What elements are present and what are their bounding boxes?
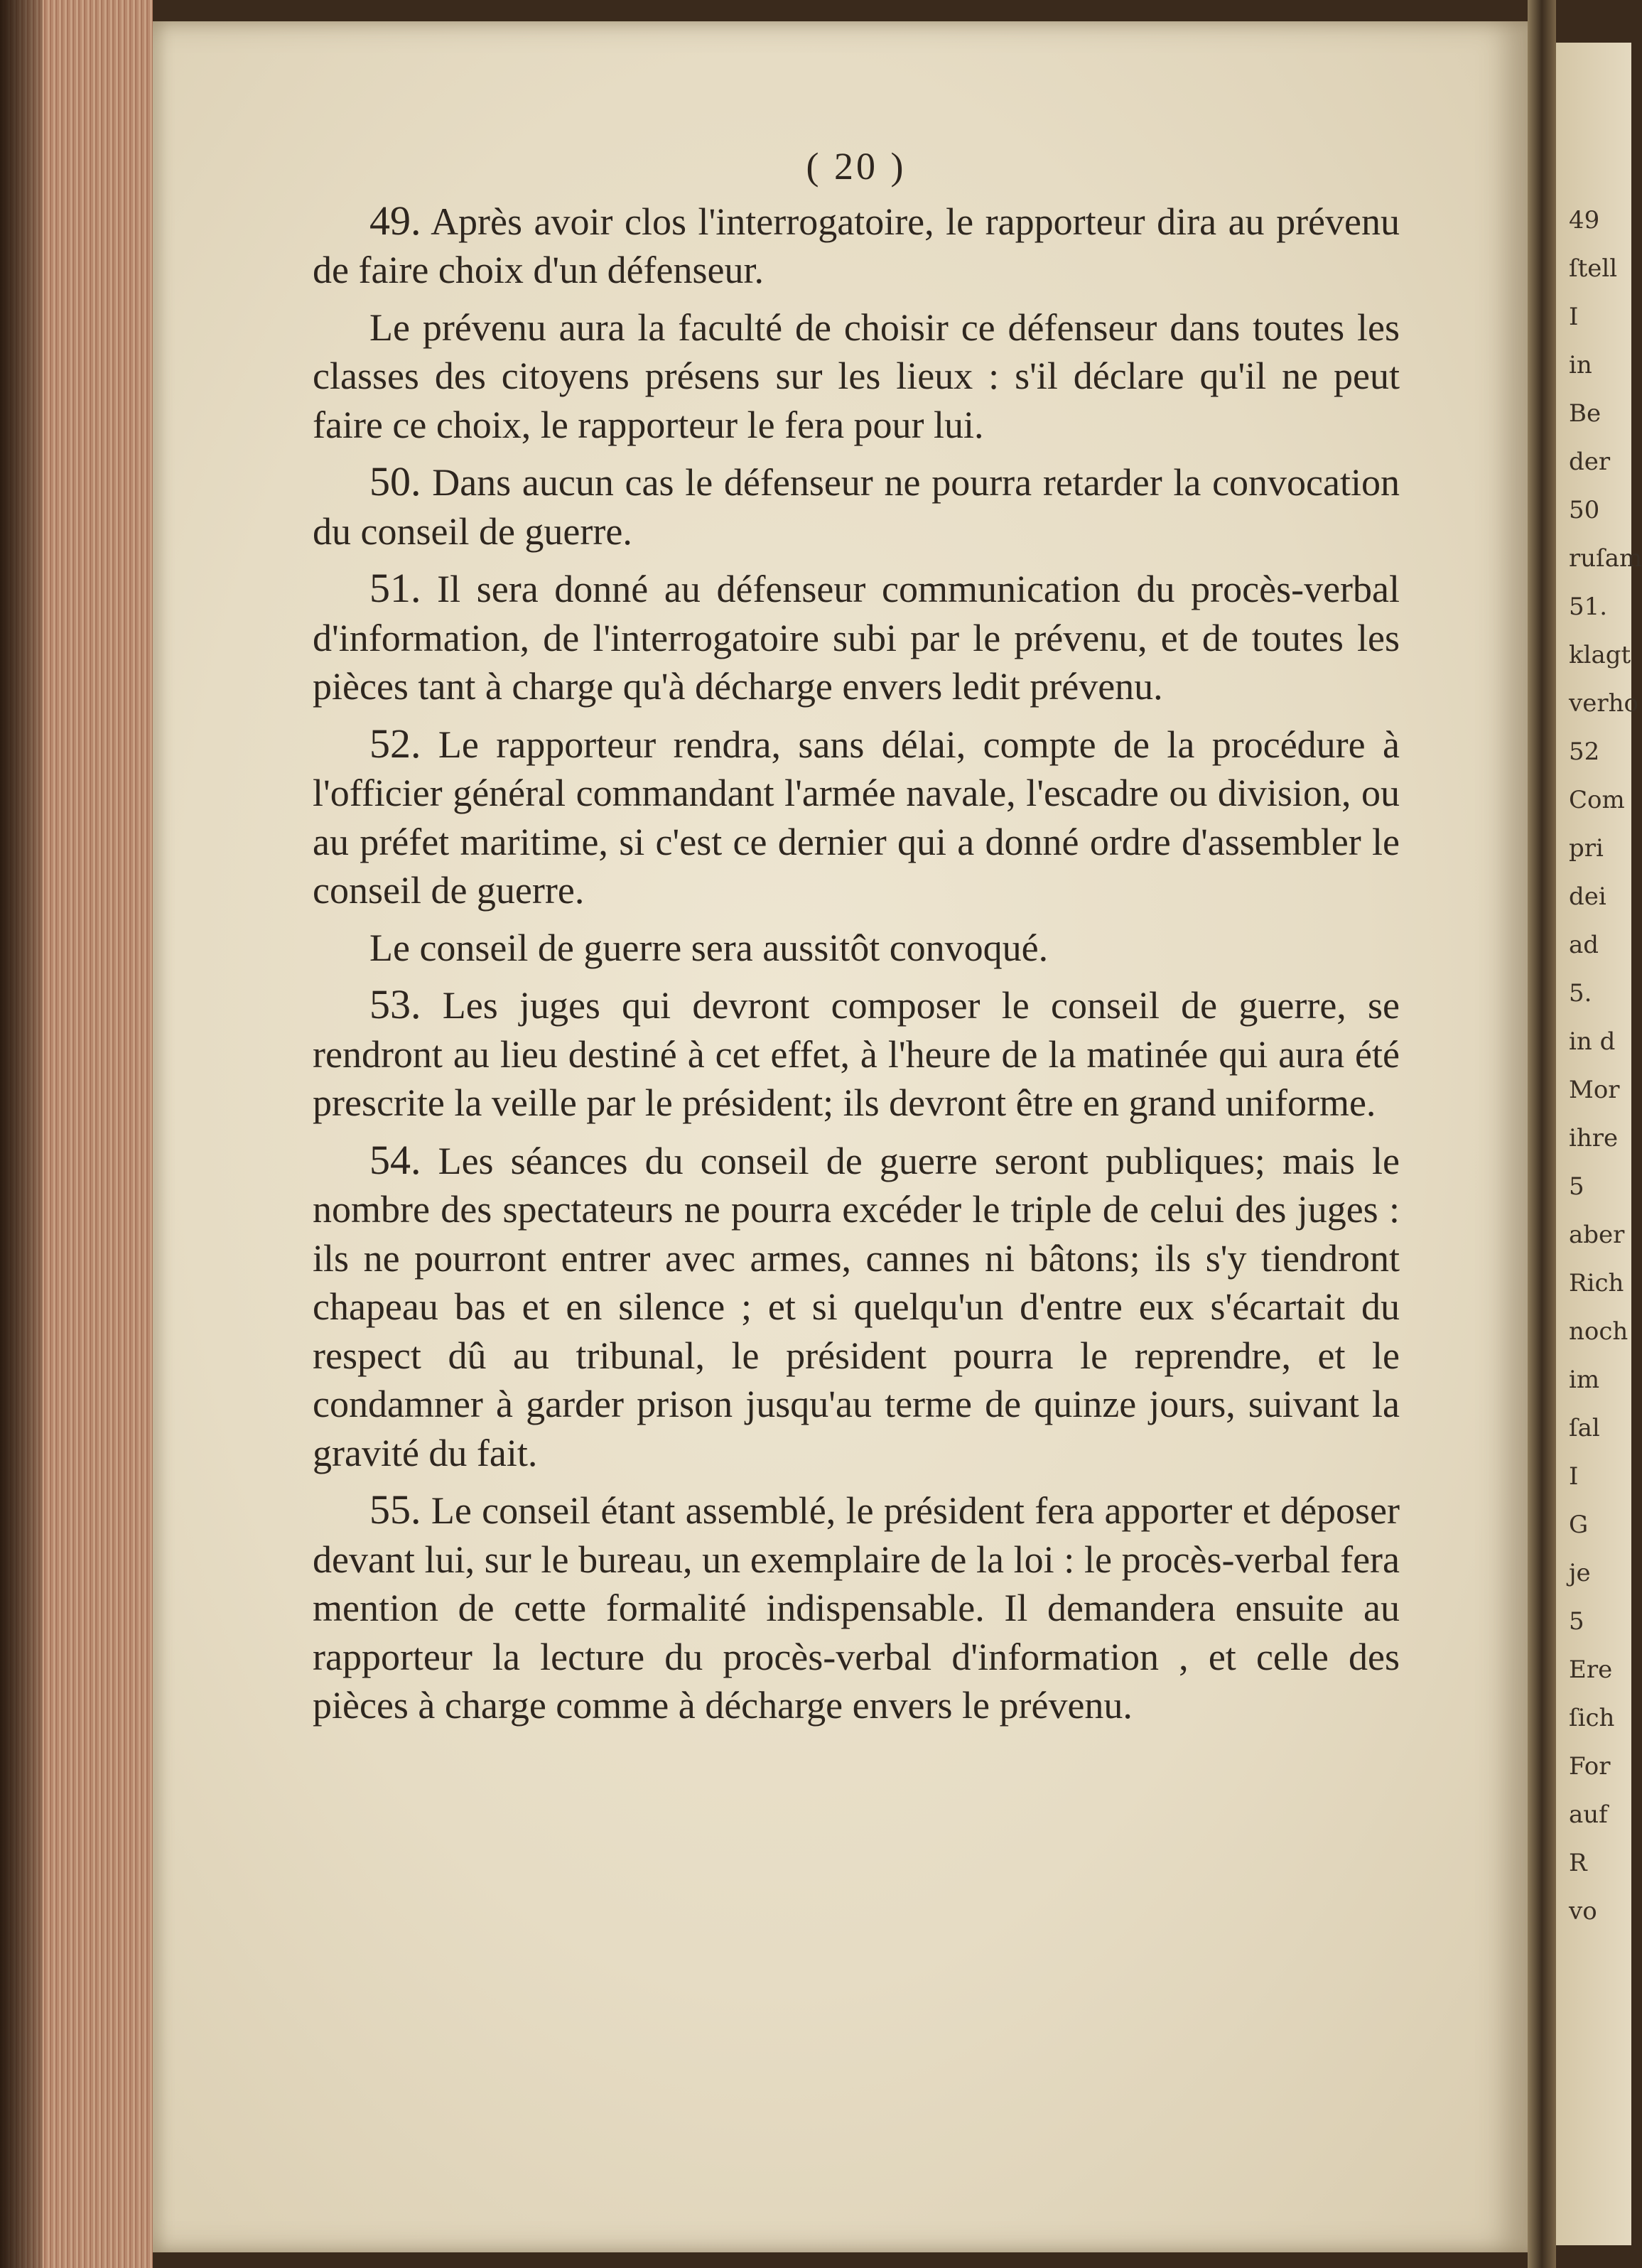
facing-page-fragment: ſal	[1569, 1414, 1600, 1442]
article-text: Dans aucun cas le défenseur ne pourra retarder la convocation du conseil de guerre.	[313, 461, 1400, 553]
article-text: Le conseil de guerre sera aussitôt convoqué.	[369, 926, 1049, 969]
facing-page-fragment: dei	[1569, 882, 1606, 911]
article-paragraph	[313, 458, 1400, 556]
article-text: Après avoir clos l'interrogatoire, le rapporteur dira au prévenu de faire choix d'un défenseur.	[313, 200, 1400, 291]
article-paragraph	[313, 197, 1400, 295]
facing-page-fragment: pri	[1569, 834, 1604, 863]
article-number: 52.	[369, 720, 421, 767]
article-paragraph	[313, 981, 1400, 1128]
facing-page-fragment: I	[1569, 303, 1579, 331]
article-paragraph	[313, 1486, 1400, 1730]
article-paragraph	[313, 720, 1400, 915]
binding-shadow	[0, 0, 43, 2268]
facing-page-fragment: Ere	[1569, 1656, 1613, 1684]
page-number: ( 20 )	[806, 145, 907, 188]
facing-page-fragment: 52	[1569, 738, 1600, 766]
article-number: 50.	[369, 458, 421, 504]
facing-page-fragment: ihre	[1569, 1124, 1619, 1152]
facing-page-fragment: 5.	[1569, 979, 1592, 1008]
facing-page-fragment: ſich	[1569, 1704, 1615, 1732]
facing-page-fragment: ſtell	[1569, 254, 1618, 283]
facing-page-fragment: klagt	[1569, 641, 1631, 669]
facing-page-fragment: Com	[1569, 786, 1625, 814]
article-paragraph	[313, 924, 1400, 973]
facing-page-fragment: vo	[1569, 1897, 1597, 1926]
article-number: 51.	[369, 565, 421, 611]
facing-page-fragment: For	[1569, 1752, 1611, 1781]
article-text: Le prévenu aura la faculté de choisir ce défenseur dans toutes les classes des citoyens présens sur les lieux : s'il déclare qu'il ne peut faire ce choix, le rapporteur le fera pour lui.	[313, 306, 1400, 446]
facing-page	[1556, 43, 1642, 2245]
article-paragraph	[313, 564, 1400, 711]
facing-page-fragment: noch	[1569, 1317, 1629, 1346]
article-number: 54.	[369, 1136, 421, 1183]
facing-page-fragment: R	[1569, 1849, 1587, 1877]
facing-page-fragment: ruſam	[1569, 544, 1642, 573]
book-gutter	[1528, 0, 1556, 2268]
facing-page-fragment: Be	[1569, 399, 1602, 428]
article-text: Les juges qui devront composer le conseil de guerre, se rendront au lieu destiné à cet effet, à l'heure de la matinée qui aura été prescrite la veille par le président; ils devront être en grand uniforme.	[313, 984, 1400, 1124]
facing-page-fragment: in d	[1569, 1027, 1616, 1056]
facing-page-fragment: 50	[1569, 496, 1600, 524]
article-paragraph	[313, 303, 1400, 450]
article-paragraph	[313, 1136, 1400, 1478]
article-number: 53.	[369, 981, 421, 1027]
facing-page-fragment: je	[1569, 1559, 1591, 1587]
article-number: 55.	[369, 1486, 421, 1533]
facing-page-fragment: im	[1569, 1366, 1600, 1394]
facing-page-fragment: aber	[1569, 1221, 1625, 1249]
facing-page-fragment: G	[1569, 1511, 1589, 1539]
facing-page-fragment: 5	[1569, 1172, 1584, 1201]
facing-page-fragment: der	[1569, 448, 1611, 476]
article-number: 49.	[369, 197, 421, 244]
facing-page-fragment: verho	[1569, 689, 1638, 718]
facing-page-fragment: Mor	[1569, 1076, 1620, 1104]
facing-page-fragment: in	[1569, 351, 1592, 379]
facing-page-fragment: ad	[1569, 931, 1599, 959]
page-text-block	[313, 142, 1400, 1739]
facing-page-fragment: auf	[1569, 1800, 1608, 1829]
article-text: Le rapporteur rendra, sans délai, compte de la procédure à l'officier général commandant l'armée navale, l'escadre ou division, ou au préfet maritime, si c'est ce dernier qui a donné ordre d'assembler le conseil de guerre.	[313, 723, 1400, 912]
facing-page-fragment: I	[1569, 1462, 1579, 1491]
facing-page-fragment: 51.	[1569, 593, 1608, 621]
article-text: Les séances du conseil de guerre seront publiques; mais le nombre des spectateurs ne pourra excéder le triple de celui des juges : ils ne pourront entrer avec armes, cannes ni bâtons; ils s'y tiendront chapeau bas et en silence ; et si quelqu'un d'entre eux s'écartait du respect dû au tribunal, le président pourra le reprendre, et le condamner à garder prison jusqu'au terme de quinze jours, suivant la gravité du fait.	[313, 1139, 1400, 1474]
article-text: Le conseil étant assemblé, le président fera apporter et déposer devant lui, sur le bureau, un exemplaire de la loi : le procès-verbal fera mention de cette formalité indispensable. Il demandera ensuite au rapporteur la lecture du procès-verbal d'information , et celle des pièces à charge comme à décharge envers le prévenu.	[313, 1489, 1400, 1727]
article-text: Il sera donné au défenseur communication du procès-verbal d'information, de l'interrogatoire subi par le prévenu, et de toutes les pièces tant à charge qu'à décharge envers ledit prévenu.	[313, 568, 1400, 708]
facing-page-fragment: Rich	[1569, 1269, 1624, 1297]
facing-page-fragment: 5	[1569, 1607, 1584, 1636]
facing-page-fragment: 49	[1569, 206, 1600, 234]
